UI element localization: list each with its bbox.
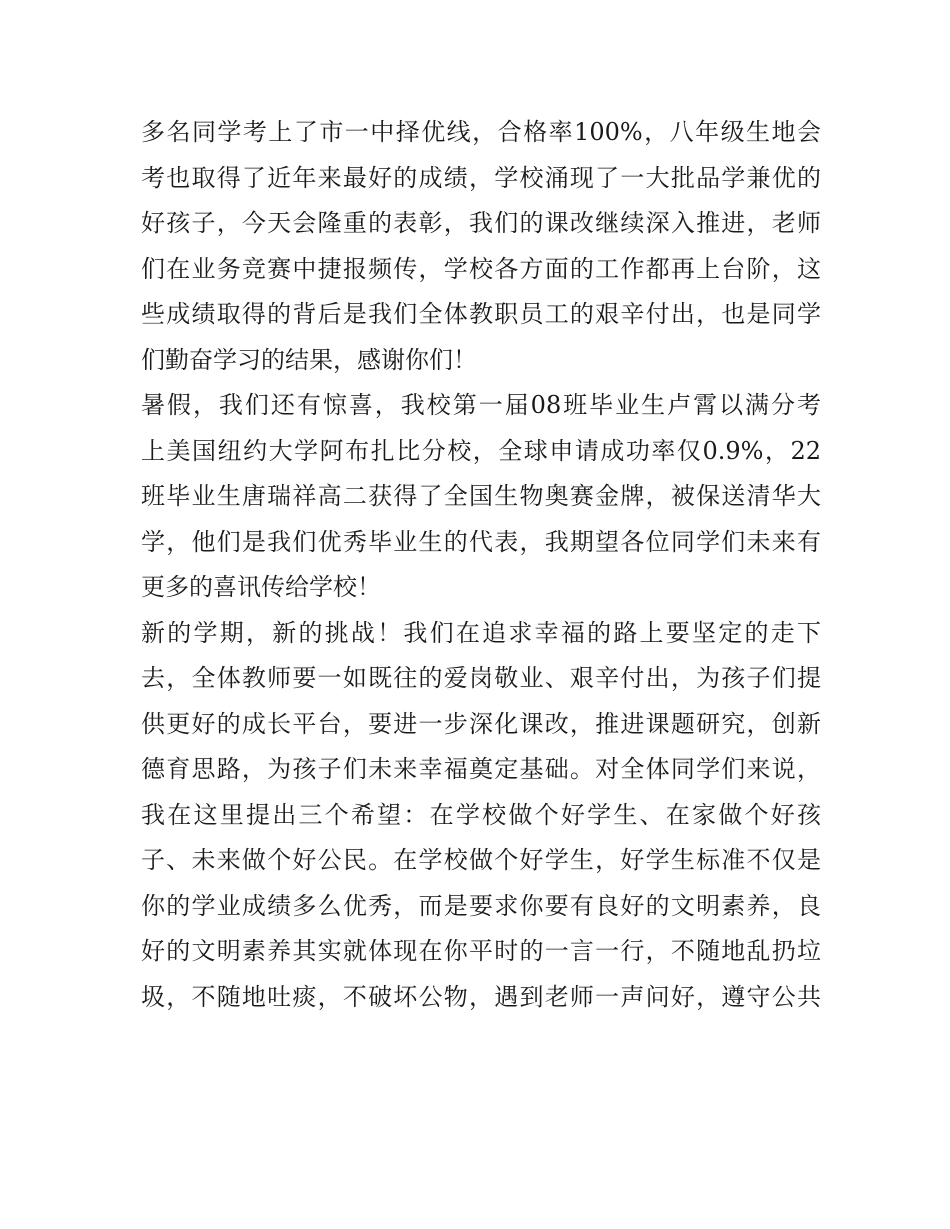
text-line: 我在这里提出三个希望：在学校做个好学生、在家做个好孩 bbox=[141, 800, 821, 829]
document-body bbox=[141, 110, 821, 1066]
text-line: 更多的喜讯传给学校！ bbox=[141, 573, 381, 601]
text-line: 供更好的成长平台，要进一步深化课改，推进课题研究，创新 bbox=[141, 709, 821, 738]
text-line bbox=[141, 1020, 821, 1066]
text-line: 好孩子，今天会隆重的表彰，我们的课改继续深入推进，老师 bbox=[141, 209, 821, 237]
text-line: 学，他们是我们优秀毕业生的代表，我期望各位同学们未来有 bbox=[141, 527, 821, 556]
text-line: 你的学业成绩多么优秀，而是要求你要有良好的文明素养，良 bbox=[141, 891, 821, 920]
text-line: 们勤奋学习的结果，感谢你们！ bbox=[141, 345, 477, 374]
text-line: 子、未来做个好公民。在学校做个好学生，好学生标准不仅是 bbox=[141, 846, 821, 874]
text-line: 新的学期，新的挑战！我们在追求幸福的路上要坚定的走下 bbox=[141, 618, 821, 647]
text-line: 班毕业生唐瑞祥高二获得了全国生物奥赛金牌，被保送清华大 bbox=[141, 482, 821, 510]
text-line: 去，全体教师要一如既往的爱岗敬业、艰辛付出，为孩子们提 bbox=[141, 664, 821, 692]
text-line: 们在业务竞赛中捷报频传，学校各方面的工作都再上台阶，这 bbox=[141, 254, 821, 283]
text-line: 考也取得了近年来最好的成绩，学校涌现了一大批品学兼优的 bbox=[141, 163, 821, 192]
text-line: 上美国纽约大学阿布扎比分校，全球申请成功率仅0.9%，22 bbox=[141, 436, 821, 465]
text-line: 圾，不随地吐痰，不破坏公物，遇到老师一声问好，遵守公共 bbox=[141, 982, 821, 1011]
text-line: 些成绩取得的背后是我们全体教职员工的艰辛付出，也是同学 bbox=[141, 300, 821, 328]
paragraph-2 bbox=[141, 383, 821, 611]
paragraph-1 bbox=[141, 110, 821, 383]
text-line: 好的文明素养其实就体现在你平时的一言一行，不随地乱扔垃 bbox=[141, 937, 821, 965]
text-line: 德育思路，为孩子们未来幸福奠定基础。对全体同学们来说， bbox=[141, 755, 821, 783]
paragraph-3 bbox=[141, 611, 821, 1066]
text-line: 暑假，我们还有惊喜，我校第一届08班毕业生卢霄以满分考 bbox=[141, 391, 821, 419]
text-line: 多名同学考上了市一中择优线，合格率100%，八年级生地会 bbox=[141, 118, 821, 146]
